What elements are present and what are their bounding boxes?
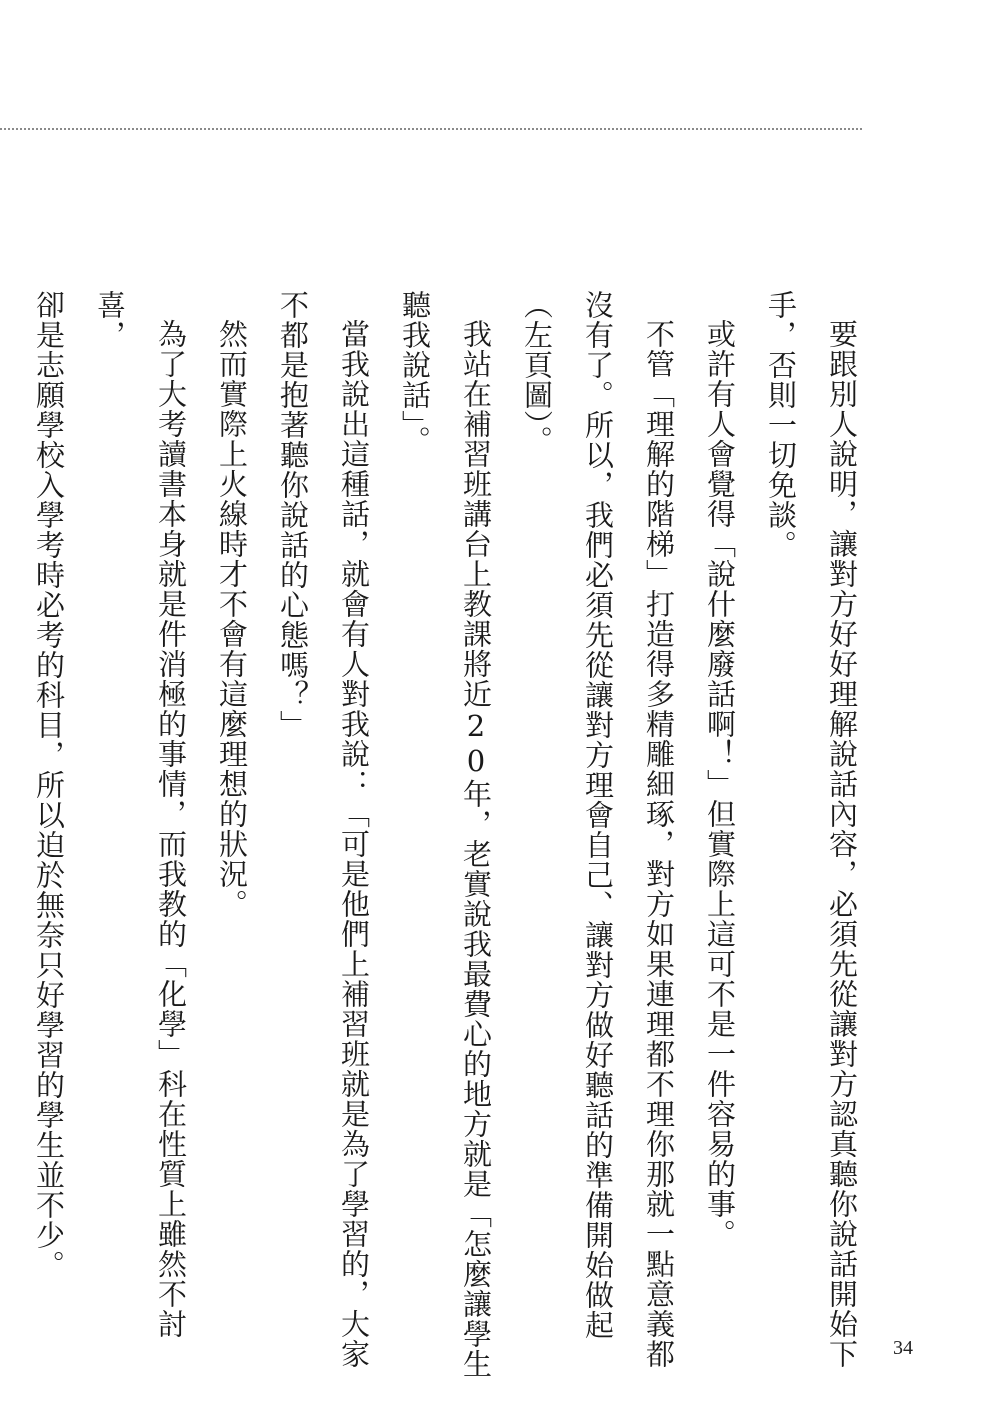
paragraph-7: 為了大考讀書本身就是件消極的事情，而我教的「化學」科在性質上雖然不討喜， [93, 290, 188, 1339]
paragraph-4: 我站在補習班講台上教課將近20年，老實說我最費心的地方就是「怎麼讓學生聽我說話」。 [398, 290, 493, 1379]
paragraph-3: 不管「理解的階梯」打造得多精雕細琢，對方如果連理都不理你那就一點意義都沒有了。所以，我們必須先從讓對方理會自己、讓對方做好聽話的準備開始做起（左頁圖）。 [520, 290, 676, 1369]
header-dotted-rule [0, 128, 862, 130]
paragraph-2: 或許有人會覺得「說什麼廢話啊！」但實際上這可不是一件容易的事。 [703, 319, 737, 1249]
paragraph-8: 卻是志願學校入學考時必考的科目，所以迫於無奈只好學習的學生並不少。 [32, 290, 66, 1280]
body-text [18, 290, 872, 1390]
paragraph-5: 當我說出這種話，就會有人對我說：「可是他們上補習班就是為了學習的，大家不都是抱著聽你說話的心態嗎？」 [276, 290, 371, 1369]
page-number: 34 [893, 1337, 913, 1359]
paragraph-1: 要跟別人說明，讓對方好好理解說話內容，必須先從讓對方認真聽你說話開始下手，否則一切免談。 [764, 290, 859, 1369]
paragraph-6: 然而實際上火線時才不會有這麼理想的狀況。 [215, 319, 249, 919]
